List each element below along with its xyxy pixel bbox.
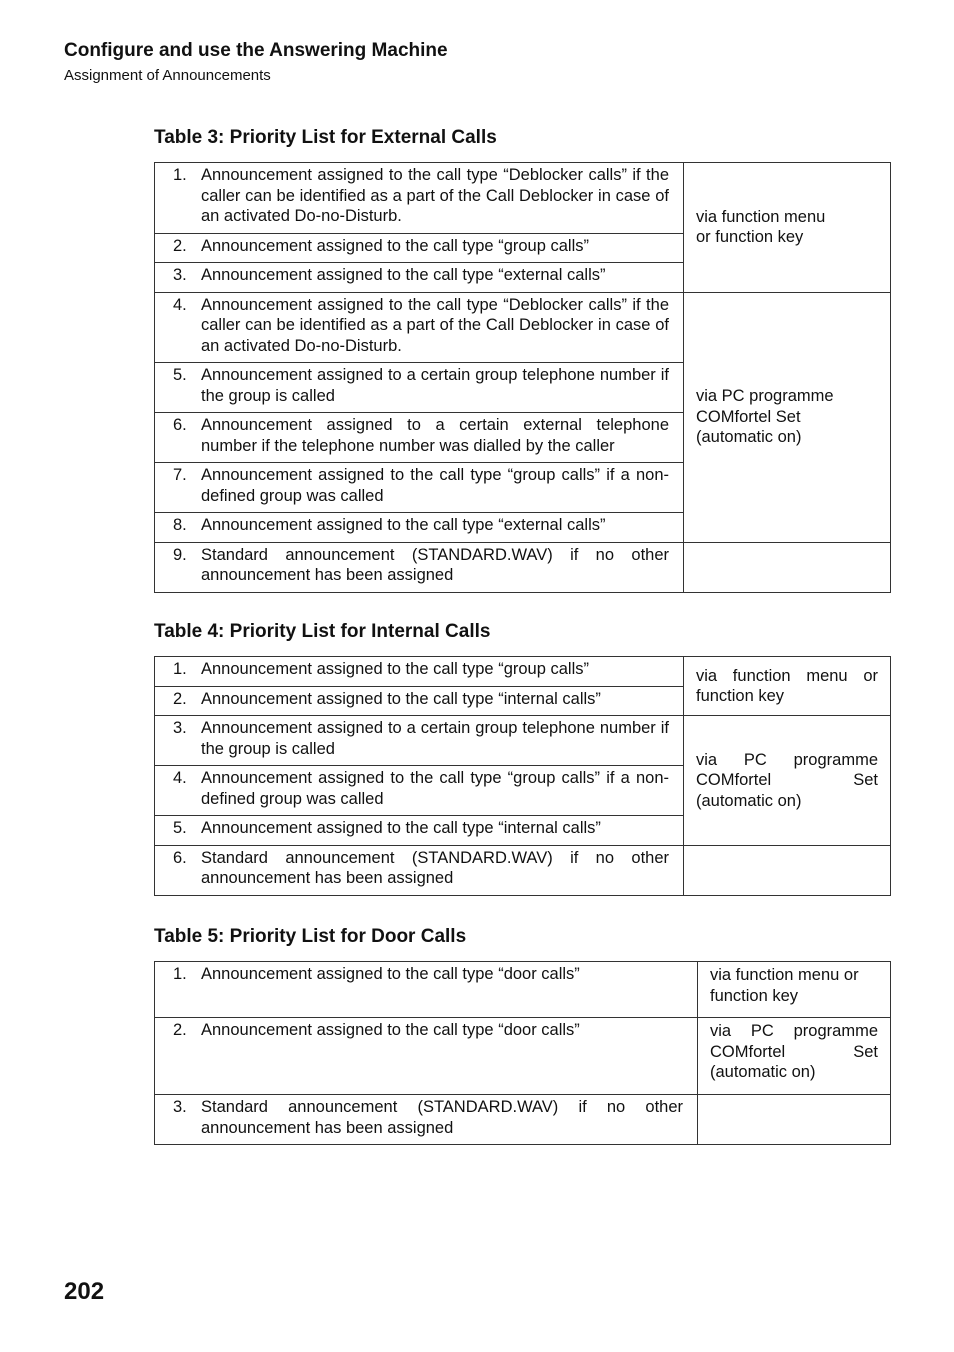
table-row: 5. Announcement assigned to a certain group telephone number if the group is called	[155, 363, 684, 413]
table-4-title: Table 4: Priority List for Internal Calls	[154, 621, 491, 642]
table-row: 3. Announcement assigned to the call type “external calls”	[155, 263, 684, 293]
table-row: 1. Announcement assigned to the call type “group calls”	[155, 657, 684, 687]
config-method-cell: via function menu or function key	[684, 657, 891, 716]
table-4	[154, 656, 891, 896]
table-row: 5. Announcement assigned to the call type “internal calls”	[155, 816, 684, 846]
table-row: 3. Announcement assigned to a certain group telephone number if the group is called	[155, 716, 684, 766]
table-row: 3. Standard announcement (STANDARD.WAV) if no other announcement has been assigned	[155, 1095, 698, 1145]
page-number: 202	[64, 1278, 105, 1305]
config-method-cell: via PC programme COMfortel Set (automatic on)	[684, 716, 891, 846]
table-row: 1. Announcement assigned to the call type “Deblocker calls” if the caller can be identified as a part of the Call Deblocker in case of an activated Do-no-Disturb.	[155, 163, 684, 234]
table-3	[154, 162, 891, 593]
config-method-cell	[684, 845, 891, 895]
table-row: 1. Announcement assigned to the call type “door calls”	[155, 962, 698, 1018]
table-5-title: Table 5: Priority List for Door Calls	[154, 926, 467, 947]
config-method-cell	[698, 1095, 891, 1145]
config-method-cell: via PC programme COMfortel Set (automatic on)	[684, 292, 891, 542]
page-header-subtitle: Assignment of Announcements	[64, 67, 271, 84]
table-row: 2. Announcement assigned to the call type “group calls”	[155, 233, 684, 263]
table-row: 2. Announcement assigned to the call type “door calls”	[155, 1018, 698, 1095]
table-row: 9. Standard announcement (STANDARD.WAV) if no other announcement has been assigned	[155, 542, 684, 592]
table-3-title: Table 3: Priority List for External Calls	[154, 127, 497, 148]
config-method-cell	[684, 542, 891, 592]
table-row: 4. Announcement assigned to the call type “group calls” if a non-defined group was called	[155, 766, 684, 816]
page-header-title: Configure and use the Answering Machine	[64, 40, 448, 61]
table-row: 4. Announcement assigned to the call type “Deblocker calls” if the caller can be identified as a part of the Call Deblocker in case of an activated Do-no-Disturb.	[155, 292, 684, 363]
table-row: 6. Standard announcement (STANDARD.WAV) if no other announcement has been assigned	[155, 845, 684, 895]
table-row: 6. Announcement assigned to a certain external telephone number if the telephone number was dialled by the caller	[155, 413, 684, 463]
table-row: 8. Announcement assigned to the call type “external calls”	[155, 513, 684, 543]
config-method-cell: via PC programme COMfortel Set (automatic on)	[698, 1018, 891, 1095]
config-method-cell: via function menu or function key	[698, 962, 891, 1018]
table-row: 2. Announcement assigned to the call type “internal calls”	[155, 686, 684, 716]
config-method-cell: via function menu or function key	[684, 163, 891, 293]
table-5	[154, 961, 891, 1145]
table-row: 7. Announcement assigned to the call type “group calls” if a non-defined group was called	[155, 463, 684, 513]
